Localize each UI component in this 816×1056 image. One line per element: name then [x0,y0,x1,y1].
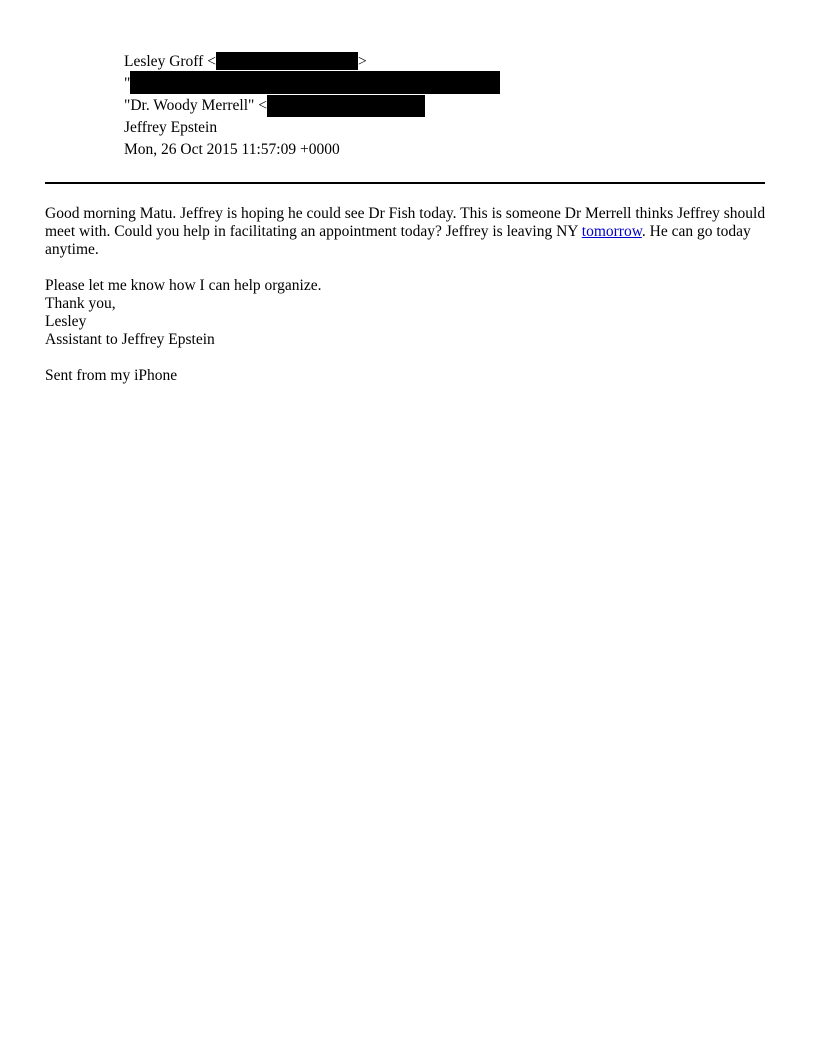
to-value [124,73,500,95]
from-close: > [357,53,367,70]
signature-line: Sent from my iPhone [45,367,178,384]
body-line: Lesley [45,313,87,330]
body-line: Assistant to Jeffrey Epstein [45,331,215,348]
body-line: Thank you, [45,295,116,312]
tomorrow-link[interactable]: tomorrow [581,223,642,240]
spacer [45,259,770,277]
spacer [45,349,770,367]
body-text: . He can go today anytime. [45,223,751,258]
subject-value: Jeffrey Epstein [124,119,218,136]
from-value [124,51,367,73]
from-name: Lesley Groff < [124,53,216,70]
body-line: Please let me know how I can help organize. [45,277,322,294]
body-text: Good morning Matu. Jeffrey is hoping he could see Dr Fish today. This is someone Dr Merrell thinks Jeffrey should meet with. Could you help in facilitating an appointment today? Jeffrey is leaving NY [45,205,766,240]
redaction-box [216,52,358,70]
to-quote: " [124,75,131,92]
cc-name: "Dr. Woody Merrell" < [124,97,267,114]
header-divider [45,182,765,184]
date-value: Mon, 26 Oct 2015 11:57:09 +0000 [124,141,340,158]
body-paragraph [45,205,770,259]
redaction-box [267,95,425,117]
redaction-box [130,71,500,94]
cc-value [124,95,425,117]
email-body [45,205,770,385]
